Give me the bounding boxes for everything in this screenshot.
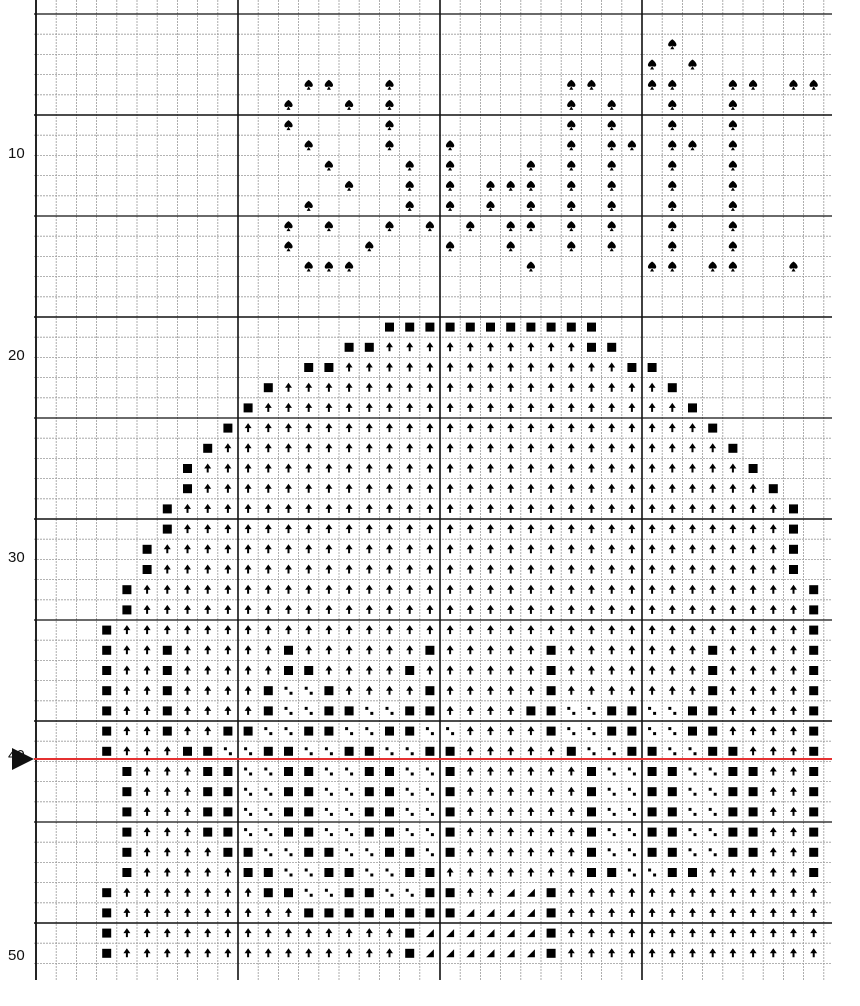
filled-square-symbol — [809, 666, 818, 675]
filled-square-symbol — [284, 787, 293, 796]
filled-square-symbol — [223, 727, 232, 736]
filled-square-symbol — [668, 767, 677, 776]
filled-square-symbol — [345, 706, 354, 715]
filled-square-symbol — [627, 363, 636, 372]
filled-square-symbol — [648, 747, 657, 756]
filled-square-symbol — [102, 747, 111, 756]
filled-square-symbol — [809, 807, 818, 816]
filled-square-symbol — [809, 605, 818, 614]
row-label-20: 20 — [8, 347, 25, 364]
filled-square-symbol — [708, 727, 717, 736]
filled-square-symbol — [345, 908, 354, 917]
filled-square-symbol — [809, 706, 818, 715]
filled-square-symbol — [365, 747, 374, 756]
filled-square-symbol — [385, 787, 394, 796]
filled-square-symbol — [365, 888, 374, 897]
filled-square-symbol — [183, 747, 192, 756]
filled-square-symbol — [547, 888, 556, 897]
filled-square-symbol — [102, 888, 111, 897]
row-label-40: 40 — [8, 747, 25, 764]
filled-square-symbol — [102, 706, 111, 715]
filled-square-symbol — [102, 908, 111, 917]
filled-square-symbol — [163, 686, 172, 695]
filled-square-symbol — [324, 848, 333, 857]
filled-square-symbol — [809, 767, 818, 776]
filled-square-symbol — [587, 787, 596, 796]
filled-square-symbol — [728, 828, 737, 837]
filled-square-symbol — [708, 666, 717, 675]
filled-square-symbol — [122, 828, 131, 837]
filled-square-symbol — [809, 646, 818, 655]
filled-square-symbol — [163, 727, 172, 736]
filled-square-symbol — [708, 646, 717, 655]
filled-square-symbol — [688, 868, 697, 877]
filled-square-symbol — [304, 727, 313, 736]
filled-square-symbol — [526, 706, 535, 715]
filled-square-symbol — [223, 828, 232, 837]
filled-square-symbol — [203, 787, 212, 796]
filled-square-symbol — [789, 525, 798, 534]
filled-square-symbol — [587, 848, 596, 857]
filled-square-symbol — [587, 828, 596, 837]
filled-square-symbol — [102, 727, 111, 736]
filled-square-symbol — [728, 787, 737, 796]
filled-square-symbol — [264, 868, 273, 877]
filled-square-symbol — [708, 706, 717, 715]
filled-square-symbol — [304, 908, 313, 917]
filled-square-symbol — [345, 888, 354, 897]
filled-square-symbol — [587, 343, 596, 352]
filled-square-symbol — [163, 706, 172, 715]
filled-square-symbol — [446, 747, 455, 756]
filled-square-symbol — [244, 727, 253, 736]
filled-square-symbol — [284, 666, 293, 675]
filled-square-symbol — [607, 868, 616, 877]
filled-square-symbol — [203, 828, 212, 837]
filled-square-symbol — [688, 706, 697, 715]
filled-square-symbol — [405, 868, 414, 877]
filled-square-symbol — [749, 464, 758, 473]
filled-square-symbol — [668, 848, 677, 857]
filled-square-symbol — [688, 403, 697, 412]
filled-square-symbol — [587, 868, 596, 877]
filled-square-symbol — [122, 605, 131, 614]
filled-square-symbol — [223, 787, 232, 796]
filled-square-symbol — [668, 828, 677, 837]
filled-square-symbol — [728, 848, 737, 857]
filled-square-symbol — [385, 727, 394, 736]
filled-square-symbol — [809, 848, 818, 857]
filled-square-symbol — [284, 747, 293, 756]
filled-square-symbol — [466, 323, 475, 332]
filled-square-symbol — [708, 747, 717, 756]
filled-square-symbol — [728, 807, 737, 816]
filled-square-symbol — [365, 343, 374, 352]
filled-square-symbol — [809, 585, 818, 594]
filled-square-symbol — [749, 787, 758, 796]
filled-square-symbol — [324, 868, 333, 877]
filled-square-symbol — [446, 888, 455, 897]
filled-square-symbol — [809, 727, 818, 736]
filled-square-symbol — [648, 363, 657, 372]
filled-square-symbol — [728, 747, 737, 756]
filled-square-symbol — [102, 646, 111, 655]
filled-square-symbol — [607, 727, 616, 736]
filled-square-symbol — [446, 807, 455, 816]
filled-square-symbol — [405, 706, 414, 715]
filled-square-symbol — [122, 868, 131, 877]
filled-square-symbol — [244, 403, 253, 412]
filled-square-symbol — [708, 686, 717, 695]
filled-square-symbol — [122, 787, 131, 796]
filled-square-symbol — [789, 565, 798, 574]
filled-square-symbol — [425, 868, 434, 877]
filled-square-symbol — [385, 848, 394, 857]
filled-square-symbol — [446, 908, 455, 917]
filled-square-symbol — [345, 343, 354, 352]
filled-square-symbol — [405, 908, 414, 917]
filled-square-symbol — [728, 444, 737, 453]
filled-square-symbol — [304, 807, 313, 816]
filled-square-symbol — [244, 868, 253, 877]
filled-square-symbol — [385, 323, 394, 332]
filled-square-symbol — [284, 646, 293, 655]
filled-square-symbol — [708, 424, 717, 433]
filled-square-symbol — [223, 807, 232, 816]
filled-square-symbol — [547, 929, 556, 938]
filled-square-symbol — [749, 828, 758, 837]
filled-square-symbol — [749, 767, 758, 776]
filled-square-symbol — [547, 646, 556, 655]
filled-square-symbol — [264, 888, 273, 897]
filled-square-symbol — [809, 747, 818, 756]
filled-square-symbol — [122, 767, 131, 776]
filled-square-symbol — [122, 848, 131, 857]
filled-square-symbol — [264, 383, 273, 392]
filled-square-symbol — [627, 727, 636, 736]
filled-square-symbol — [809, 626, 818, 635]
filled-square-symbol — [809, 787, 818, 796]
filled-square-symbol — [607, 706, 616, 715]
filled-square-symbol — [304, 828, 313, 837]
filled-square-symbol — [365, 828, 374, 837]
filled-square-symbol — [365, 767, 374, 776]
filled-square-symbol — [264, 686, 273, 695]
filled-square-symbol — [284, 828, 293, 837]
filled-square-symbol — [203, 444, 212, 453]
filled-square-symbol — [547, 323, 556, 332]
filled-square-symbol — [345, 868, 354, 877]
filled-square-symbol — [324, 727, 333, 736]
filled-square-symbol — [446, 787, 455, 796]
filled-square-symbol — [567, 747, 576, 756]
filled-square-symbol — [547, 686, 556, 695]
filled-square-symbol — [425, 908, 434, 917]
filled-square-symbol — [425, 646, 434, 655]
filled-square-symbol — [789, 504, 798, 513]
filled-square-symbol — [385, 828, 394, 837]
filled-square-symbol — [749, 848, 758, 857]
filled-square-symbol — [122, 807, 131, 816]
filled-square-symbol — [446, 828, 455, 837]
filled-square-symbol — [365, 908, 374, 917]
filled-square-symbol — [143, 565, 152, 574]
filled-square-symbol — [809, 868, 818, 877]
filled-square-symbol — [425, 323, 434, 332]
filled-square-symbol — [102, 666, 111, 675]
filled-square-symbol — [446, 848, 455, 857]
filled-square-symbol — [728, 767, 737, 776]
filled-square-symbol — [668, 868, 677, 877]
filled-square-symbol — [304, 848, 313, 857]
filled-square-symbol — [668, 787, 677, 796]
filled-square-symbol — [648, 807, 657, 816]
filled-square-symbol — [425, 747, 434, 756]
filled-square-symbol — [324, 686, 333, 695]
filled-square-symbol — [385, 807, 394, 816]
filled-square-symbol — [345, 747, 354, 756]
filled-square-symbol — [324, 908, 333, 917]
filled-square-symbol — [304, 666, 313, 675]
filled-square-symbol — [587, 323, 596, 332]
filled-square-symbol — [203, 807, 212, 816]
filled-square-symbol — [284, 807, 293, 816]
filled-square-symbol — [284, 767, 293, 776]
filled-square-symbol — [304, 787, 313, 796]
filled-square-symbol — [324, 706, 333, 715]
filled-square-symbol — [264, 706, 273, 715]
filled-square-symbol — [547, 666, 556, 675]
filled-square-symbol — [264, 747, 273, 756]
filled-square-symbol — [587, 807, 596, 816]
filled-square-symbol — [223, 767, 232, 776]
filled-square-symbol — [789, 545, 798, 554]
filled-square-symbol — [324, 363, 333, 372]
filled-square-symbol — [506, 323, 515, 332]
filled-square-symbol — [102, 929, 111, 938]
filled-square-symbol — [446, 323, 455, 332]
filled-square-symbol — [203, 767, 212, 776]
filled-square-symbol — [102, 686, 111, 695]
filled-square-symbol — [223, 424, 232, 433]
filled-square-symbol — [809, 686, 818, 695]
row-label-50: 50 — [8, 947, 25, 964]
filled-square-symbol — [547, 908, 556, 917]
filled-square-symbol — [688, 727, 697, 736]
filled-square-symbol — [769, 484, 778, 493]
filled-square-symbol — [809, 828, 818, 837]
filled-square-symbol — [304, 767, 313, 776]
filled-square-symbol — [163, 504, 172, 513]
filled-square-symbol — [627, 747, 636, 756]
filled-square-symbol — [648, 767, 657, 776]
filled-square-symbol — [385, 767, 394, 776]
row-label-30: 30 — [8, 549, 25, 566]
row-label-10: 10 — [8, 145, 25, 162]
filled-square-symbol — [163, 666, 172, 675]
filled-square-symbol — [627, 706, 636, 715]
filled-square-symbol — [648, 828, 657, 837]
filled-square-symbol — [365, 807, 374, 816]
filled-square-symbol — [648, 787, 657, 796]
filled-square-symbol — [365, 787, 374, 796]
filled-square-symbol — [587, 767, 596, 776]
filled-square-symbol — [405, 666, 414, 675]
filled-square-symbol — [203, 747, 212, 756]
filled-square-symbol — [163, 646, 172, 655]
filled-square-symbol — [183, 464, 192, 473]
filled-square-symbol — [547, 727, 556, 736]
filled-square-symbol — [183, 484, 192, 493]
filled-square-symbol — [223, 848, 232, 857]
filled-square-symbol — [648, 848, 657, 857]
filled-square-symbol — [284, 888, 293, 897]
filled-square-symbol — [425, 706, 434, 715]
filled-square-symbol — [547, 706, 556, 715]
filled-square-symbol — [163, 525, 172, 534]
filled-square-symbol — [567, 323, 576, 332]
filled-square-symbol — [607, 343, 616, 352]
filled-square-symbol — [668, 807, 677, 816]
filled-square-symbol — [405, 727, 414, 736]
filled-square-symbol — [425, 686, 434, 695]
filled-square-symbol — [547, 949, 556, 958]
filled-square-symbol — [304, 363, 313, 372]
filled-square-symbol — [668, 383, 677, 392]
filled-square-symbol — [526, 323, 535, 332]
filled-square-symbol — [102, 626, 111, 635]
filled-square-symbol — [425, 888, 434, 897]
filled-square-symbol — [486, 323, 495, 332]
filled-square-symbol — [405, 949, 414, 958]
filled-square-symbol — [122, 585, 131, 594]
filled-square-symbol — [385, 908, 394, 917]
filled-square-symbol — [405, 323, 414, 332]
filled-square-symbol — [143, 545, 152, 554]
filled-square-symbol — [749, 807, 758, 816]
filled-square-symbol — [102, 949, 111, 958]
filled-square-symbol — [244, 848, 253, 857]
filled-square-symbol — [405, 848, 414, 857]
filled-square-symbol — [405, 929, 414, 938]
filled-square-symbol — [446, 767, 455, 776]
